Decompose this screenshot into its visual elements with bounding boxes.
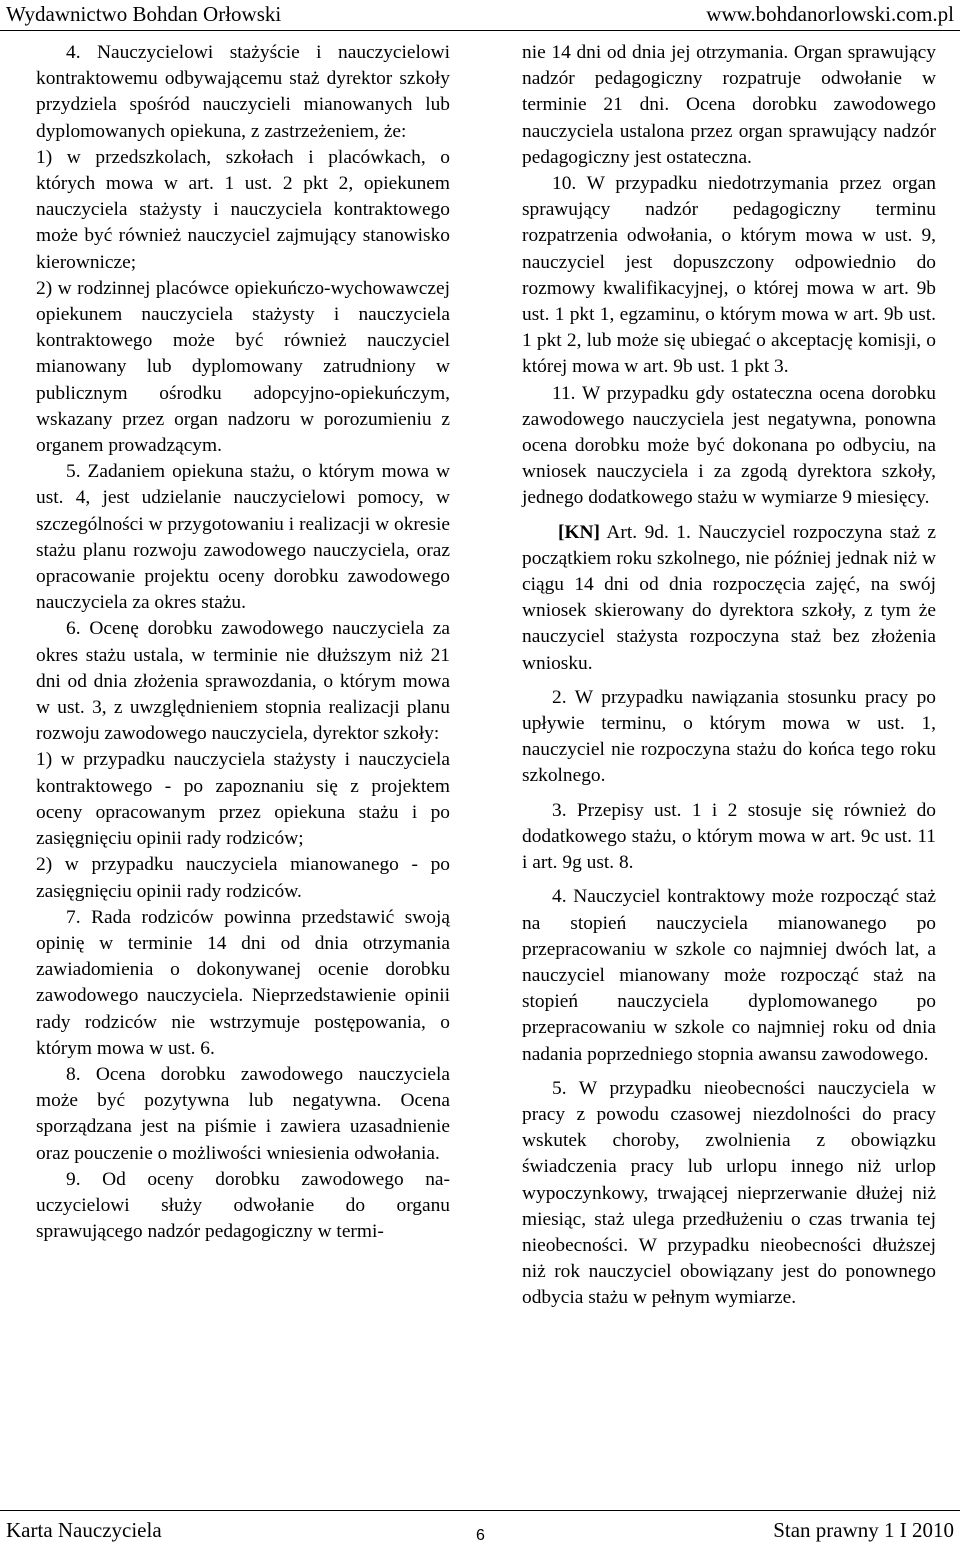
paragraph: 5. W przypadku nieobecności nauczyciela w pracy z powodu czasowej niezdolności do pracy wskutek choroby, zwolnienia z obowiązku świadczenia pracy lub urlopu innego niż urlop wypoczynkowy, trwającej nieprzerwanie dłużej niż miesiąc, staż ulega przedłużeniu o czas trwania tej nieobecności. W przypadku nieobecności dłuższej niż rok nauczyciel obowiązany jest do ponownego odbycia stażu w pełnym wymiarze. <box>522 1077 936 1309</box>
paragraph: 6. Ocenę dorobku zawodowego nauczyciela za okres stażu ustala, w terminie nie dłuższym niż 21 dni od dnia złożenia sprawozdania, o którym mowa w ust. 3, z uwzględnieniem stopnia realizacji planu rozwoju zawodowego nauczyciela, dyrektor szkoły: <box>36 618 450 745</box>
paragraph: 7. Rada rodziców powinna przedstawić swoją opinię w terminie 14 dni od dnia otrzymania zawiadomienia o dokonywanej ocenie dorobku zawodowego nauczyciela. Nieprzedstawienie opinii rady rodziców nie wstrzymuje postępowania, o którym mowa w ust. 6. <box>36 906 450 1059</box>
paragraph: 3. Przepisy ust. 1 i 2 stosuje się również do dodatkowego stażu, o którym mowa w art. 9c ust. 11 i art. 9g ust. 8. <box>522 799 936 874</box>
page-footer <box>0 1510 960 1549</box>
page-header <box>0 0 960 30</box>
left-column <box>36 40 450 1245</box>
paragraph: 1) w przypadku nauczyciela stażysty i nauczyciela kontraktowego - po zapoznaniu się z projektem oceny opracowanym przez opiekuna stażu i po zasięgnięciu opinii rady rodziców; <box>36 749 450 850</box>
paragraph: 11. W przypadku gdy ostateczna ocena dorobku zawodowego nauczyciela jest negatywna, ponowna ocena dorobku może być dokonana po odbyciu, na wniosek nauczyciela i za zgodą dyrektora szkoły, jednego dodatkowego stażu w wymiarze 9 miesięcy. <box>522 382 936 509</box>
paragraph: 2) w przypadku nauczyciela mianowanego - po zasięgnięciu opinii rady rodziców. <box>36 854 450 902</box>
paragraph: 2) w rodzinnej placówce opiekuńczo-wychowawczej opiekunem nauczyciela stażysty i nauczyciela kontraktowego może być również nauczyciel mianowany lub dyplomowany zatrudniony w publicznym ośrodku adopcyjno-opiekuńczym, wskazany przez organ nadzoru w porozumieniu z organem prowadzącym. <box>36 277 450 457</box>
document-title: Karta Nauczyciela <box>6 1518 162 1542</box>
article-paragraph <box>522 520 936 677</box>
right-column <box>522 40 936 1312</box>
paragraph: 4. Nauczycielowi stażyście i nauczycielowi kontraktowemu odbywającemu staż dyrektor szkoły przydziela spośród nauczycieli mianowanych lub dyplomowanych opiekuna, z zastrzeżeniem, że: <box>36 42 450 142</box>
paragraph: 9. Od oceny dorobku zawodowego nauczycielowi służy odwołanie do organu sprawującego nadzór pedagogiczny w termi- <box>36 1168 450 1243</box>
kn-marker: [KN] <box>558 521 601 543</box>
paragraph: 1) w przedszkolach, szkołach i placówkach, o których mowa w art. 1 ust. 2 pkt 2, opiekunem nauczyciela stażysty i nauczyciela kontraktowego może być również nauczyciel zajmujący stanowisko kierownicze; <box>36 146 450 273</box>
paragraph-text: Art. 9d. 1. Nauczyciel rozpoczyna staż z początkiem roku szkolnego, nie później jednak niż w ciągu 14 dni od dnia rozpoczęcia zajęć, na swój wniosek skierowany do dyrektora szkoły, z tym że nauczyciel stażysta rozpoczyna staż bez złożenia wniosku. <box>522 521 936 674</box>
header-rule <box>0 30 960 31</box>
legal-status: Stan prawny 1 I 2010 <box>773 1518 954 1542</box>
paragraph: 5. Zadaniem opiekuna stażu, o którym mowa w ust. 4, jest udzielanie nauczycielowi pomocy, w szczególności w przygotowaniu i realizacji w okresie stażu planu rozwoju zawodowego nauczyciela, oraz opracowanie projektu oceny dorobku zawodowego nauczyciela za okres stażu. <box>36 461 450 614</box>
publisher-url: www.bohdanorlowski.com.pl <box>706 2 954 26</box>
paragraph: nie 14 dni od dnia jej otrzymania. Organ sprawujący nadzór pedagogiczny rozpatruje odwołanie w terminie 21 dni. Ocena dorobku zawodowego nauczyciela ustalona przez organ sprawujący nadzór pedagogiczny jest ostateczna. <box>522 42 936 168</box>
paragraph: 2. W przypadku nawiązania stosunku pracy po upływie terminu, o którym mowa w ust. 1, nauczyciel nie rozpoczyna stażu do końca tego roku szkolnego. <box>522 686 936 787</box>
paragraph: 4. Nauczyciel kontraktowy może rozpocząć staż na stopień nauczyciela mianowanego po przepracowaniu w szkole co najmniej dwóch lat, a nauczyciel mianowany może rozpocząć staż na stopień nauczyciela dyplomowanego po przepracowaniu w szkole co najmniej roku od dnia nadania poprzedniego stopnia awansu zawodowego. <box>522 886 936 1065</box>
page-number: 6 <box>476 1527 485 1544</box>
paragraph: 10. W przypadku niedotrzymania przez organ sprawujący nadzór pedagogiczny terminu rozpatrzenia odwołania, o którym mowa w ust. 9, nauczyciel jest dopuszczony odpowiednio do rozmowy kwalifikacyjnej, o której mowa w art. 9b ust. 1 pkt 1, egzaminu, o którym mowa w art. 9b ust. 1 pkt 2, lub może się ubiegać o akceptację komisji, o której mowa w art. 9b ust. 1 pkt 3. <box>522 173 936 378</box>
publisher-name: Wydawnictwo Bohdan Orłowski <box>6 2 282 26</box>
paragraph: 8. Ocena dorobku zawodowego nauczyciela może być pozytywna lub negatywna. Ocena sporządzana jest na piśmie i zawiera uzasadnienie oraz pouczenie o możliwości wniesienia odwołania. <box>36 1063 450 1164</box>
footer-rule <box>0 1510 960 1511</box>
